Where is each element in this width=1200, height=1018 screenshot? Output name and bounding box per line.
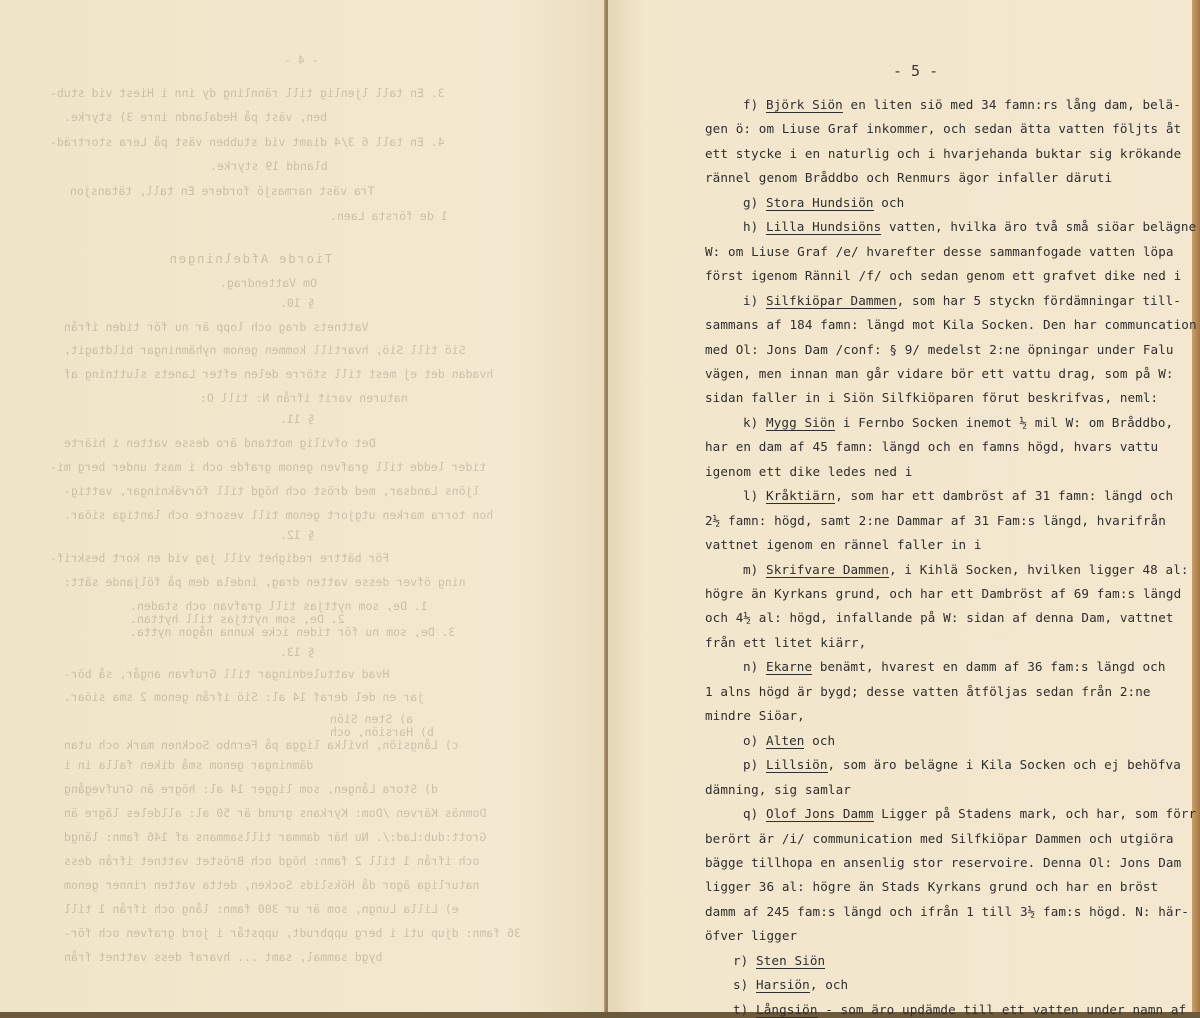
text-line xyxy=(705,146,1181,161)
bleed-line: Det ofvilig mottand äro desse vatten i hiärte xyxy=(64,436,376,450)
bleed-line: 2. De, som nyttjas till hyttan. xyxy=(130,612,345,626)
text-line xyxy=(705,170,1112,185)
line-text: sidan faller in i Siön Silfkiöparen förut beskrifvas, neml: xyxy=(705,390,1159,406)
text-line xyxy=(705,855,1181,870)
line-text: och xyxy=(804,732,836,748)
line-text: sammans af 184 famn: längd mot Kila Socken. Den har communcation xyxy=(705,317,1197,333)
underlined-lake-name: Långsiön xyxy=(756,1001,818,1017)
text-line xyxy=(705,537,982,552)
text-line xyxy=(705,244,1174,259)
bleed-line: hvadan det ej mest till större delen efter Lanets sluttning af xyxy=(64,367,494,381)
bleed-line: Hvad vattuledningar till Grufvan angår, så bör- xyxy=(64,667,390,681)
text-line xyxy=(705,513,1166,528)
text-line xyxy=(743,488,1173,503)
line-text: W: om Liuse Graf /e/ hvarefter desse sammanfogade vatten löpa xyxy=(705,243,1174,259)
text-line xyxy=(705,610,1174,625)
bleed-line: Tiorde Afdelningen xyxy=(168,251,333,266)
line-text: h) xyxy=(743,219,767,235)
text-line xyxy=(705,782,851,797)
line-text: , som har ett dambröst af 31 famn: längd och xyxy=(835,488,1174,504)
line-text: högre än Kyrkans grund, och har ett Dambröst af 69 fam:s längd xyxy=(705,586,1182,601)
text-line xyxy=(743,97,1181,112)
bleed-line: 36 famn: djup uti i berg uppbrudt, uppstår i jord grafven och för- xyxy=(64,926,521,940)
line-text: berört är /i/ communication med Silfkiöpar Dammen och utgiöra xyxy=(705,830,1174,846)
text-line xyxy=(705,439,1158,454)
bleed-line: jar en del deraf 14 al: Siö ifrån genom 2 sma siöar. xyxy=(64,690,425,704)
text-line xyxy=(705,879,1158,894)
underlined-lake-name: Skrifvare Dammen xyxy=(766,561,889,577)
underlined-lake-name: Kråktiärn xyxy=(766,488,836,504)
underlined-lake-name: Mygg Siön xyxy=(766,414,836,430)
bleed-line: § 12. xyxy=(280,528,315,542)
underlined-lake-name: Ekarne xyxy=(766,659,813,675)
line-text: och xyxy=(873,194,905,210)
bleed-line: § 10. xyxy=(280,296,315,310)
line-text: mindre Siöar, xyxy=(705,708,805,724)
bleed-line: 3. En tall ljenlig till rännling dy inn i Hiest vid stub- xyxy=(50,86,445,100)
text-line xyxy=(705,831,1174,846)
line-text: först igenom Rännil /f/ och sedan genom ett grafvet dike ned i xyxy=(705,268,1182,284)
text-line xyxy=(743,806,1196,821)
line-text: o) xyxy=(743,732,767,748)
line-text: ligger 36 al: högre än Stads Kyrkans grund och har en bröst xyxy=(705,879,1159,895)
text-line xyxy=(733,1002,1186,1017)
bleed-line: bygd sammal, samt ... hvaraf dess vattnet från xyxy=(64,950,383,964)
underlined-lake-name: Olof Jons Damm xyxy=(766,806,874,822)
bleed-line: tider ledde till grafven genom grafde och i mast under berg mi- xyxy=(50,460,487,474)
underlined-lake-name: Silfkiöpar Dammen xyxy=(766,292,897,308)
bleed-line: Grott:dub:Lad:/. Nu här dammar tillsammans af 146 famn: längd xyxy=(64,830,487,844)
bleed-line: Domnäs Kärven /Dom: Kyrkans grund är 50 al: alldeles lägre än xyxy=(64,806,487,820)
text-line xyxy=(705,635,866,650)
text-line xyxy=(705,366,1174,381)
line-text: med Ol: Jons Dam /conf: § 9/ medelst 2:ne öpningar under Falu xyxy=(705,341,1174,357)
underlined-lake-name: Lillsiön xyxy=(766,757,828,773)
line-text: , och xyxy=(809,977,849,993)
text-line xyxy=(705,121,1181,136)
text-line xyxy=(705,928,797,943)
text-line xyxy=(705,342,1174,357)
bleed-line: d) Stora Lången, som ligger 14 al: högre än Grufvegång xyxy=(64,782,438,796)
line-text: benämt, hvarest en damm af 36 fam:s längd och xyxy=(812,659,1166,675)
text-line xyxy=(743,195,904,210)
text-line xyxy=(705,586,1181,601)
line-text: m) xyxy=(743,561,767,577)
line-text: rännel genom Bråddbo och Renmurs ägor infaller däruti xyxy=(705,170,1113,186)
text-line xyxy=(743,562,1189,577)
line-text: k) xyxy=(743,414,767,430)
bleed-line: naturen varit ifrån N: till O: xyxy=(200,391,408,405)
text-line xyxy=(705,684,1151,699)
text-line xyxy=(743,415,1173,430)
bleed-line: Vattnets drag och lopp är nu för tiden ifrån xyxy=(64,320,369,334)
line-text: , i Kihlä Socken, hvilken ligger 48 al: xyxy=(888,561,1189,577)
bleed-line: 4. En tall 6 3/4 diamt vid stubben väst på Lera storträd- xyxy=(50,135,445,149)
text-line xyxy=(743,757,1181,772)
text-line xyxy=(705,268,1181,283)
line-text: öfver ligger xyxy=(705,928,798,944)
underlined-lake-name: Sten Siön xyxy=(756,952,826,968)
line-text: från ett litet kiärr, xyxy=(705,634,867,650)
line-text: och 4½ al: högd, infallande på W: sidan af denna Dam, vattnet xyxy=(705,610,1174,626)
text-line xyxy=(705,464,912,479)
line-text: vatten, hvilka äro två små siöar belägne xyxy=(881,219,1197,235)
line-text: g) xyxy=(743,194,767,210)
line-text: ett stycke i en naturlig och i hvarjehanda buktar sig krökande xyxy=(705,145,1182,161)
bleed-line: Om Vattendrag. xyxy=(220,276,317,290)
page-edge xyxy=(1192,0,1200,1012)
underlined-lake-name: Lilla Hundsiöns xyxy=(766,219,882,235)
bleed-line: dämningar genom små diken falla in i xyxy=(64,758,314,772)
bleed-line: c) Långsiön, hvilka ligga på Fernbo Socknen mark och utan xyxy=(64,738,459,752)
bleed-line: b) Harsiön, och xyxy=(330,725,434,739)
line-text: t) xyxy=(733,1001,757,1017)
line-text: s) xyxy=(733,977,757,993)
line-text: dämning, sig samlar xyxy=(705,781,851,797)
bleed-line: För bättre redighet vill jag vid en kort beskrif- xyxy=(50,551,390,565)
bleed-line: 1 de första Laen. xyxy=(330,209,448,223)
text-line xyxy=(733,977,848,992)
bleed-line: Siö till Siö, hvartill kommen genom nyhämningar bildtagit, xyxy=(64,343,466,357)
bleed-line: a) Sten Siön xyxy=(330,712,414,726)
bleed-line: § 13. xyxy=(280,645,315,659)
text-line xyxy=(705,904,1189,919)
line-text: i) xyxy=(743,292,767,308)
line-text: , som äro belägne i Kila Socken och ej behöfva xyxy=(827,757,1181,773)
bleed-line: ljöns Landsar, med dröst och högd till förväkningar, vattig- xyxy=(64,484,480,498)
underlined-lake-name: Björk Siön xyxy=(766,97,843,112)
line-text: p) xyxy=(743,757,767,773)
bleed-line: 1. De, som nyttjas till grafvan och staden. xyxy=(130,599,428,613)
text-line xyxy=(733,953,825,968)
line-text: bägge tillhopa en ansenlig stor reservoire. Denna Ol: Jons Dam xyxy=(705,854,1182,870)
line-text: Ligger på Stadens mark, och har, som förr xyxy=(873,806,1197,822)
line-text: q) xyxy=(743,806,767,822)
text-line xyxy=(743,659,1166,674)
line-text: f) xyxy=(743,97,767,112)
text-line xyxy=(705,317,1197,332)
bleed-line: blandd 19 styrke. xyxy=(210,159,328,173)
underlined-lake-name: Harsiön xyxy=(756,977,810,993)
underlined-lake-name: Stora Hundsiön xyxy=(766,194,874,210)
text-line xyxy=(743,219,1196,234)
page-number: - 5 - xyxy=(893,62,939,80)
line-text: - som äro updämde till ett vatten under namn af xyxy=(817,1001,1187,1017)
bleed-line: ning öfver desse vatten drag, indela dem på följande sätt: xyxy=(64,575,466,589)
line-text: , som har 5 styckn fördämningar till- xyxy=(896,292,1181,308)
line-text: vägen, men innan man går vidare bör ett vattu drag, som på W: xyxy=(705,365,1174,381)
line-text: har en dam af 45 famn: längd och en famns högd, hvars vattu xyxy=(705,439,1159,455)
line-text: 2½ famn: högd, samt 2:ne Dammar af 31 Fam:s längd, hvarifrån xyxy=(705,512,1166,528)
bleed-line: Tra väst narmasjö fordere En tall, tätansjon xyxy=(70,184,375,198)
bleed-line: § 11. xyxy=(280,412,315,426)
text-line xyxy=(705,708,805,723)
bleed-line: naturliga ägor då Hökslids Socken, detta vatten rinner genom xyxy=(64,878,480,892)
line-text: r) xyxy=(733,952,757,968)
bleed-line: och ifrån 1 till 2 famn: högd och Bröstet vattnet ifrån dess xyxy=(64,854,480,868)
bleed-line: - 4 - xyxy=(284,53,319,67)
line-text: damm af 245 fam:s längd och ifrån 1 till 3½ fam:s högd. N: här- xyxy=(705,903,1189,919)
line-text: 1 alns högd är bygd; desse vatten åtföljas sedan från 2:ne xyxy=(705,683,1151,699)
line-text: i Fernbo Socken inemot ½ mil W: om Bråddbo, xyxy=(835,414,1174,430)
line-text: igenom ett dike ledes ned i xyxy=(705,463,913,479)
text-line xyxy=(743,733,835,748)
line-text: gen ö: om Liuse Graf inkommer, och sedan ätta vatten följts åt xyxy=(705,121,1182,137)
bleed-line: ben, väst på Hedalandn inre 3) styrke. xyxy=(64,110,328,124)
bleed-line: e) Lilla Lungn, som är ur 300 famn: lång och ifrån 1 till xyxy=(64,902,459,916)
line-text: vattnet igenom en rännel faller in i xyxy=(705,537,982,553)
bleed-line: 3. De, som nu för tiden icke kunna någon nytta. xyxy=(130,625,456,639)
bleed-line: hon torra marken utgjort genom till vesorte och lantiga siöar. xyxy=(64,508,494,522)
underlined-lake-name: Alten xyxy=(766,732,805,748)
line-text: en liten siö med 34 famn:rs lång dam, belä- xyxy=(842,97,1181,112)
line-text: n) xyxy=(743,659,767,675)
text-line xyxy=(705,390,1158,405)
line-text: l) xyxy=(743,488,767,504)
text-line xyxy=(743,293,1181,308)
